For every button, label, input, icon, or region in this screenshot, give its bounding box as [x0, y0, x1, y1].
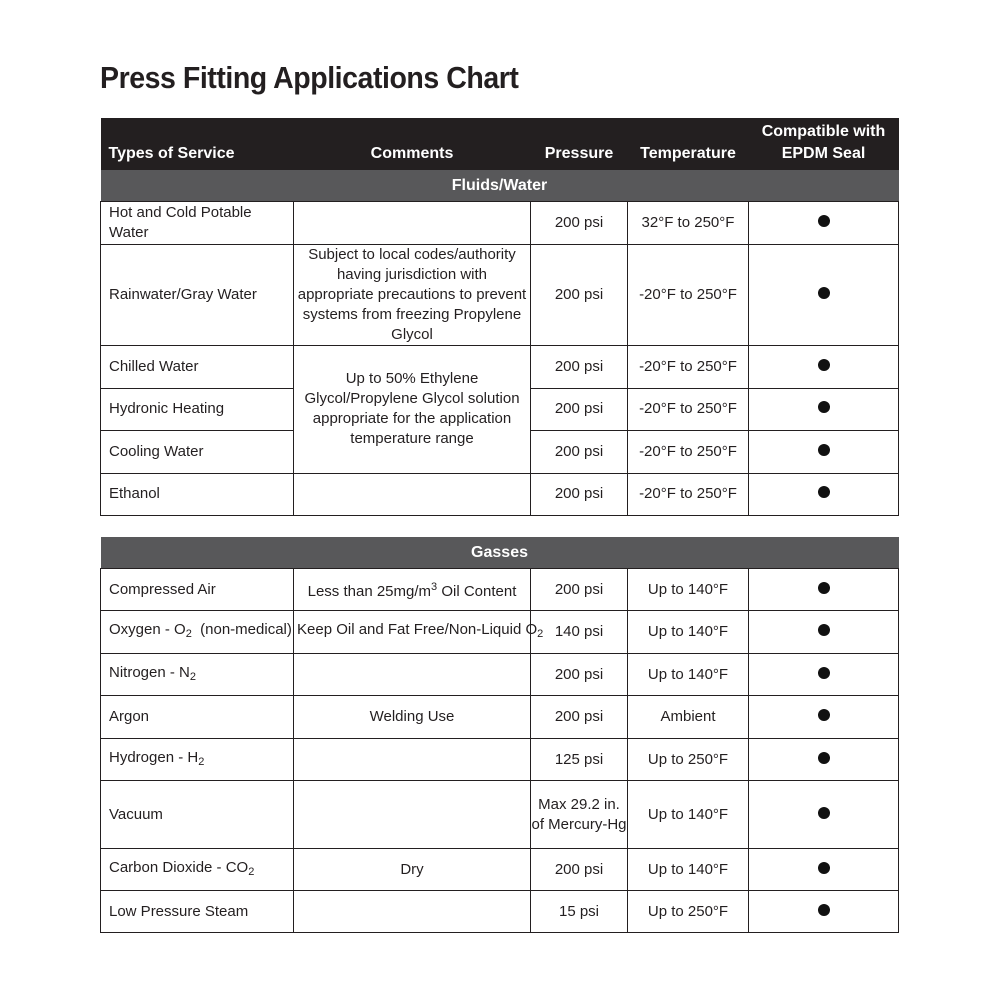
table-row	[101, 201, 899, 244]
comment-text: Oil Content	[437, 583, 517, 600]
temperature-cell: 32°F to 250°F	[628, 201, 749, 244]
service-text: (non-medical)	[191, 621, 292, 638]
pressure-cell: 200 psi	[531, 388, 628, 430]
compatible-cell	[749, 891, 899, 933]
comment-cell	[294, 654, 531, 696]
page-title: Press Fitting Applications Chart	[100, 60, 519, 95]
compatible-cell	[749, 388, 899, 430]
pressure-cell: 200 psi	[531, 569, 628, 611]
table-row	[101, 569, 899, 611]
service-cell	[101, 739, 294, 781]
compatible-dot-icon	[818, 807, 830, 819]
table-row	[101, 345, 899, 388]
subscript: 2	[248, 865, 255, 878]
comment-cell	[294, 891, 531, 933]
service-text: Nitrogen - N	[109, 663, 190, 681]
temperature-cell: Up to 140°F	[628, 569, 749, 611]
compatible-cell	[749, 473, 899, 515]
table-row	[101, 611, 899, 654]
compatible-cell	[749, 654, 899, 696]
pressure-cell	[531, 781, 628, 849]
table-row	[101, 244, 899, 345]
compatible-cell	[749, 244, 899, 345]
service-cell	[101, 849, 294, 891]
table-row	[101, 473, 899, 515]
table-row	[101, 781, 899, 849]
comment-cell: Dry	[294, 849, 531, 891]
compatible-cell	[749, 849, 899, 891]
service-cell: Rainwater/Gray Water	[101, 244, 294, 345]
service-cell: Ethanol	[101, 473, 294, 515]
section-band-fluids	[101, 170, 899, 201]
comment-cell	[294, 781, 531, 849]
temperature-cell: Up to 250°F	[628, 891, 749, 933]
comment-cell: Subject to local codes/authority having jurisdiction with appropriate precautions to prevent systems from freezing Propylene Glycol	[294, 244, 531, 345]
temperature-cell: -20°F to 250°F	[628, 345, 749, 388]
header-temperature: Temperature	[628, 118, 749, 170]
compatible-dot-icon	[818, 862, 830, 874]
compatible-dot-icon	[818, 486, 830, 498]
compatible-dot-icon	[818, 359, 830, 371]
service-text: Carbon Dioxide - CO	[109, 858, 249, 876]
subscript: 2	[198, 755, 205, 768]
service-cell	[101, 654, 294, 696]
header-comments: Comments	[294, 118, 531, 170]
comment-cell	[294, 739, 531, 781]
service-cell	[101, 611, 294, 654]
pressure-text: of Mercury-Hg	[531, 815, 627, 833]
table-row	[101, 654, 899, 696]
pressure-cell: 200 psi	[531, 201, 628, 244]
service-cell: Vacuum	[101, 781, 294, 849]
service-cell: Compressed Air	[101, 569, 294, 611]
pressure-cell: 200 psi	[531, 244, 628, 345]
compatible-cell	[749, 781, 899, 849]
temperature-cell: Up to 140°F	[628, 849, 749, 891]
compatible-dot-icon	[818, 401, 830, 413]
compatible-dot-icon	[818, 709, 830, 721]
compatible-dot-icon	[818, 667, 830, 679]
temperature-cell: Up to 140°F	[628, 611, 749, 654]
temperature-cell: Up to 140°F	[628, 781, 749, 849]
shared-comment-cell: Up to 50% Ethylene Glycol/Propylene Glycol solution appropriate for the application temperature range	[294, 345, 531, 473]
table-row	[101, 849, 899, 891]
subscript: 2	[185, 628, 192, 640]
pressure-cell: 200 psi	[531, 696, 628, 739]
compatible-dot-icon	[818, 624, 830, 636]
comment-cell: Welding Use	[294, 696, 531, 739]
temperature-cell: Up to 250°F	[628, 739, 749, 781]
service-cell: Chilled Water	[101, 345, 294, 388]
compatible-dot-icon	[818, 752, 830, 764]
fluids-table	[100, 118, 899, 516]
pressure-cell: 200 psi	[531, 473, 628, 515]
comment-cell	[294, 569, 531, 611]
pressure-cell: 200 psi	[531, 849, 628, 891]
comment-cell	[294, 473, 531, 515]
superscript: 3	[431, 581, 438, 593]
pressure-cell: 15 psi	[531, 891, 628, 933]
comment-text: Less than 25mg/m	[307, 583, 432, 600]
temperature-cell: -20°F to 250°F	[628, 430, 749, 473]
comment-cell	[294, 611, 544, 654]
service-cell: Hot and Cold Potable Water	[101, 201, 294, 244]
header-row	[101, 118, 899, 170]
compatible-cell	[749, 739, 899, 781]
service-cell: Low Pressure Steam	[101, 891, 294, 933]
service-cell: Hydronic Heating	[101, 388, 294, 430]
temperature-cell: -20°F to 250°F	[628, 473, 749, 515]
header-epdm	[749, 118, 899, 170]
table-row	[101, 739, 899, 781]
header-epdm-line1: Compatible with	[761, 122, 886, 140]
compatible-cell	[749, 430, 899, 473]
pressure-cell: 200 psi	[531, 654, 628, 696]
comment-cell	[294, 201, 531, 244]
compatible-dot-icon	[818, 582, 830, 594]
section-label: Fluids/Water	[101, 170, 899, 201]
subscript: 2	[189, 670, 196, 683]
pressure-cell: 200 psi	[531, 430, 628, 473]
service-cell: Argon	[101, 696, 294, 739]
temperature-cell: Up to 140°F	[628, 654, 749, 696]
compatible-cell	[749, 696, 899, 739]
table-row	[101, 891, 899, 933]
service-text: Hydrogen - H	[109, 748, 199, 766]
compatible-dot-icon	[818, 444, 830, 456]
pressure-text: Max 29.2 in.	[538, 795, 620, 813]
pressure-cell: 140 psi	[531, 611, 628, 654]
compatible-cell	[749, 201, 899, 244]
service-text: Oxygen - O	[109, 621, 186, 638]
header-service: Types of Service	[101, 118, 294, 170]
table-row	[101, 696, 899, 739]
service-cell: Cooling Water	[101, 430, 294, 473]
temperature-cell: -20°F to 250°F	[628, 244, 749, 345]
compatible-cell	[749, 345, 899, 388]
temperature-cell: Ambient	[628, 696, 749, 739]
compatible-cell	[749, 569, 899, 611]
comment-text: Keep Oil and Fat Free/Non-Liquid O	[297, 621, 538, 638]
compatible-dot-icon	[818, 215, 830, 227]
section-label: Gasses	[101, 538, 899, 569]
pressure-cell: 200 psi	[531, 345, 628, 388]
compatible-dot-icon	[818, 904, 830, 916]
temperature-cell: -20°F to 250°F	[628, 388, 749, 430]
section-band-gasses	[101, 538, 899, 569]
header-epdm-line2: EPDM Seal	[781, 144, 866, 162]
gasses-table	[100, 537, 899, 933]
compatible-cell	[749, 611, 899, 654]
pressure-cell: 125 psi	[531, 739, 628, 781]
header-pressure: Pressure	[531, 118, 628, 170]
subscript: 2	[537, 628, 544, 640]
compatible-dot-icon	[818, 287, 830, 299]
